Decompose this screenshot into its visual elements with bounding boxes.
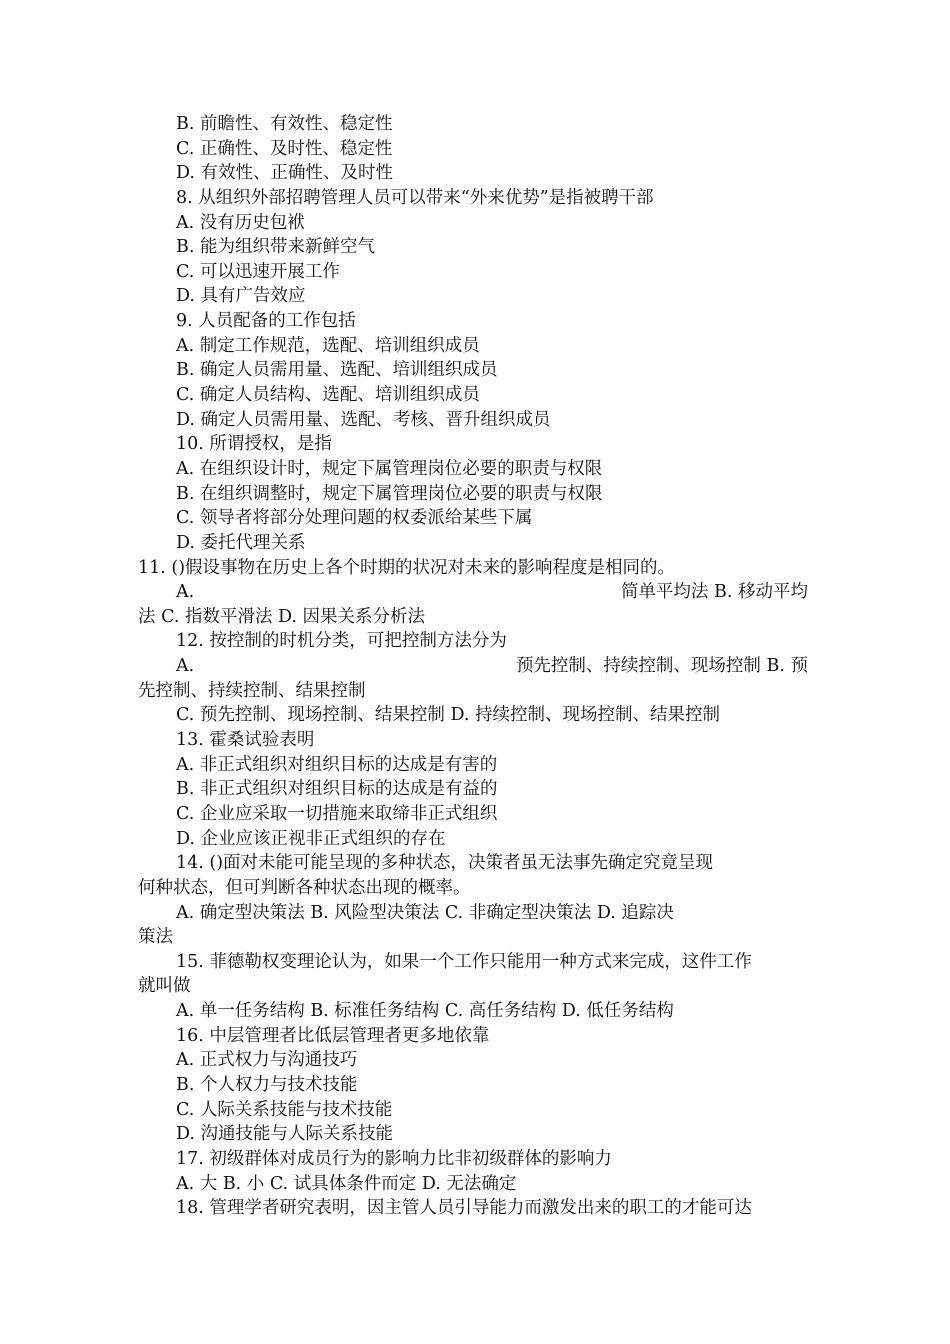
question-15-line2: 就叫做 — [138, 976, 191, 997]
option-13c: C. 企业应采取一切措施来取缔非正式组织 — [176, 803, 498, 824]
options-12-line3: C. 预先控制、现场控制、结果控制 D. 持续控制、现场控制、结果控制 — [176, 705, 720, 726]
option-8b: B. 能为组织带来新鲜空气 — [176, 237, 375, 258]
question-9: 9. 人员配备的工作包括 — [176, 311, 356, 332]
options-11-right: 简单平均法 B. 移动平均 — [620, 582, 808, 603]
option-10a: A. 在组织设计时，规定下属管理岗位必要的职责与权限 — [176, 458, 603, 479]
option-9d: D. 确定人员需用量、选配、考核、晋升组织成员 — [176, 409, 551, 430]
question-14-line1: 14. ()面对未能可能呈现的多种状态，决策者虽无法事先确定究竟呈现 — [176, 853, 714, 874]
question-11: 11. ()假设事物在历史上各个时期的状况对未来的影响程度是相同的。 — [138, 557, 676, 578]
options-14-line2: 策法 — [138, 927, 173, 948]
question-list — [0, 112, 950, 1221]
question-12: 12. 按控制的时机分类，可把控制方法分为 — [176, 631, 507, 652]
option-11a-letter: A. — [176, 582, 195, 603]
option-13b: B. 非正式组织对组织目标的达成是有益的 — [176, 779, 498, 800]
option-8d: D. 具有广告效应 — [176, 286, 306, 307]
options-14-line1: A. 确定型决策法 B. 风险型决策法 C. 非确定型决策法 D. 追踪决 — [176, 902, 674, 923]
option-13d: D. 企业应该正视非正式组织的存在 — [176, 828, 446, 849]
question-14-line2: 何种状态，但可判断各种状态出现的概率。 — [138, 877, 471, 898]
option-16a: A. 正式权力与沟通技巧 — [176, 1050, 358, 1071]
option-12a-letter: A. — [176, 656, 195, 677]
option-9c: C. 确定人员结构、选配、培训组织成员 — [176, 385, 480, 406]
question-16: 16. 中层管理者比低层管理者更多地依靠 — [176, 1025, 490, 1046]
question-17: 17. 初级群体对成员行为的影响力比非初级群体的影响力 — [176, 1148, 612, 1169]
option-9b: B. 确定人员需用量、选配、培训组织成员 — [176, 360, 498, 381]
option-10b: B. 在组织调整时，规定下属管理岗位必要的职责与权限 — [176, 483, 603, 504]
option-9a: A. 制定工作规范，选配、培训组织成员 — [176, 335, 480, 356]
options-11-line2: 法 C. 指数平滑法 D. 因果关系分析法 — [138, 606, 426, 627]
options-12-line2: 先控制、持续控制、结果控制 — [138, 680, 366, 701]
question-10: 10. 所谓授权，是指 — [176, 434, 332, 455]
option-7b: B. 前瞻性、有效性、稳定性 — [176, 114, 393, 134]
option-16d: D. 沟通技能与人际关系技能 — [176, 1124, 394, 1145]
option-10d: D. 委托代理关系 — [176, 532, 306, 553]
option-16b: B. 个人权力与技术技能 — [176, 1074, 358, 1095]
option-7d: D. 有效性、正确性、及时性 — [176, 163, 394, 184]
options-17: A. 大 B. 小 C. 试具体条件而定 D. 无法确定 — [176, 1173, 517, 1194]
options-12-line1 — [0, 654, 950, 679]
option-8c: C. 可以迅速开展工作 — [176, 261, 340, 282]
options-15: A. 单一任务结构 B. 标准任务结构 C. 高任务结构 D. 低任务结构 — [176, 1001, 674, 1022]
option-7c: C. 正确性、及时性、稳定性 — [176, 138, 393, 159]
options-12-right: 预先控制、持续控制、现场控制 B. 预 — [515, 656, 808, 677]
option-10c: C. 领导者将部分处理问题的权委派给某些下属 — [176, 508, 533, 529]
question-13: 13. 霍桑试验表明 — [176, 730, 315, 751]
option-16c: C. 人际关系技能与技术技能 — [176, 1099, 393, 1120]
question-15-line1: 15. 菲德勒权变理论认为，如果一个工作只能用一种方式来完成，这件工作 — [176, 951, 752, 972]
question-8: 8. 从组织外部招聘管理人员可以带来“外来优势”是指被聘干部 — [176, 187, 654, 208]
option-13a: A. 非正式组织对组织目标的达成是有害的 — [176, 754, 498, 775]
options-11-line1 — [0, 580, 950, 605]
question-18: 18. 管理学者研究表明，因主管人员引导能力而激发出来的职工的才能可达 — [176, 1198, 752, 1219]
option-8a: A. 没有历史包袱 — [176, 212, 305, 233]
